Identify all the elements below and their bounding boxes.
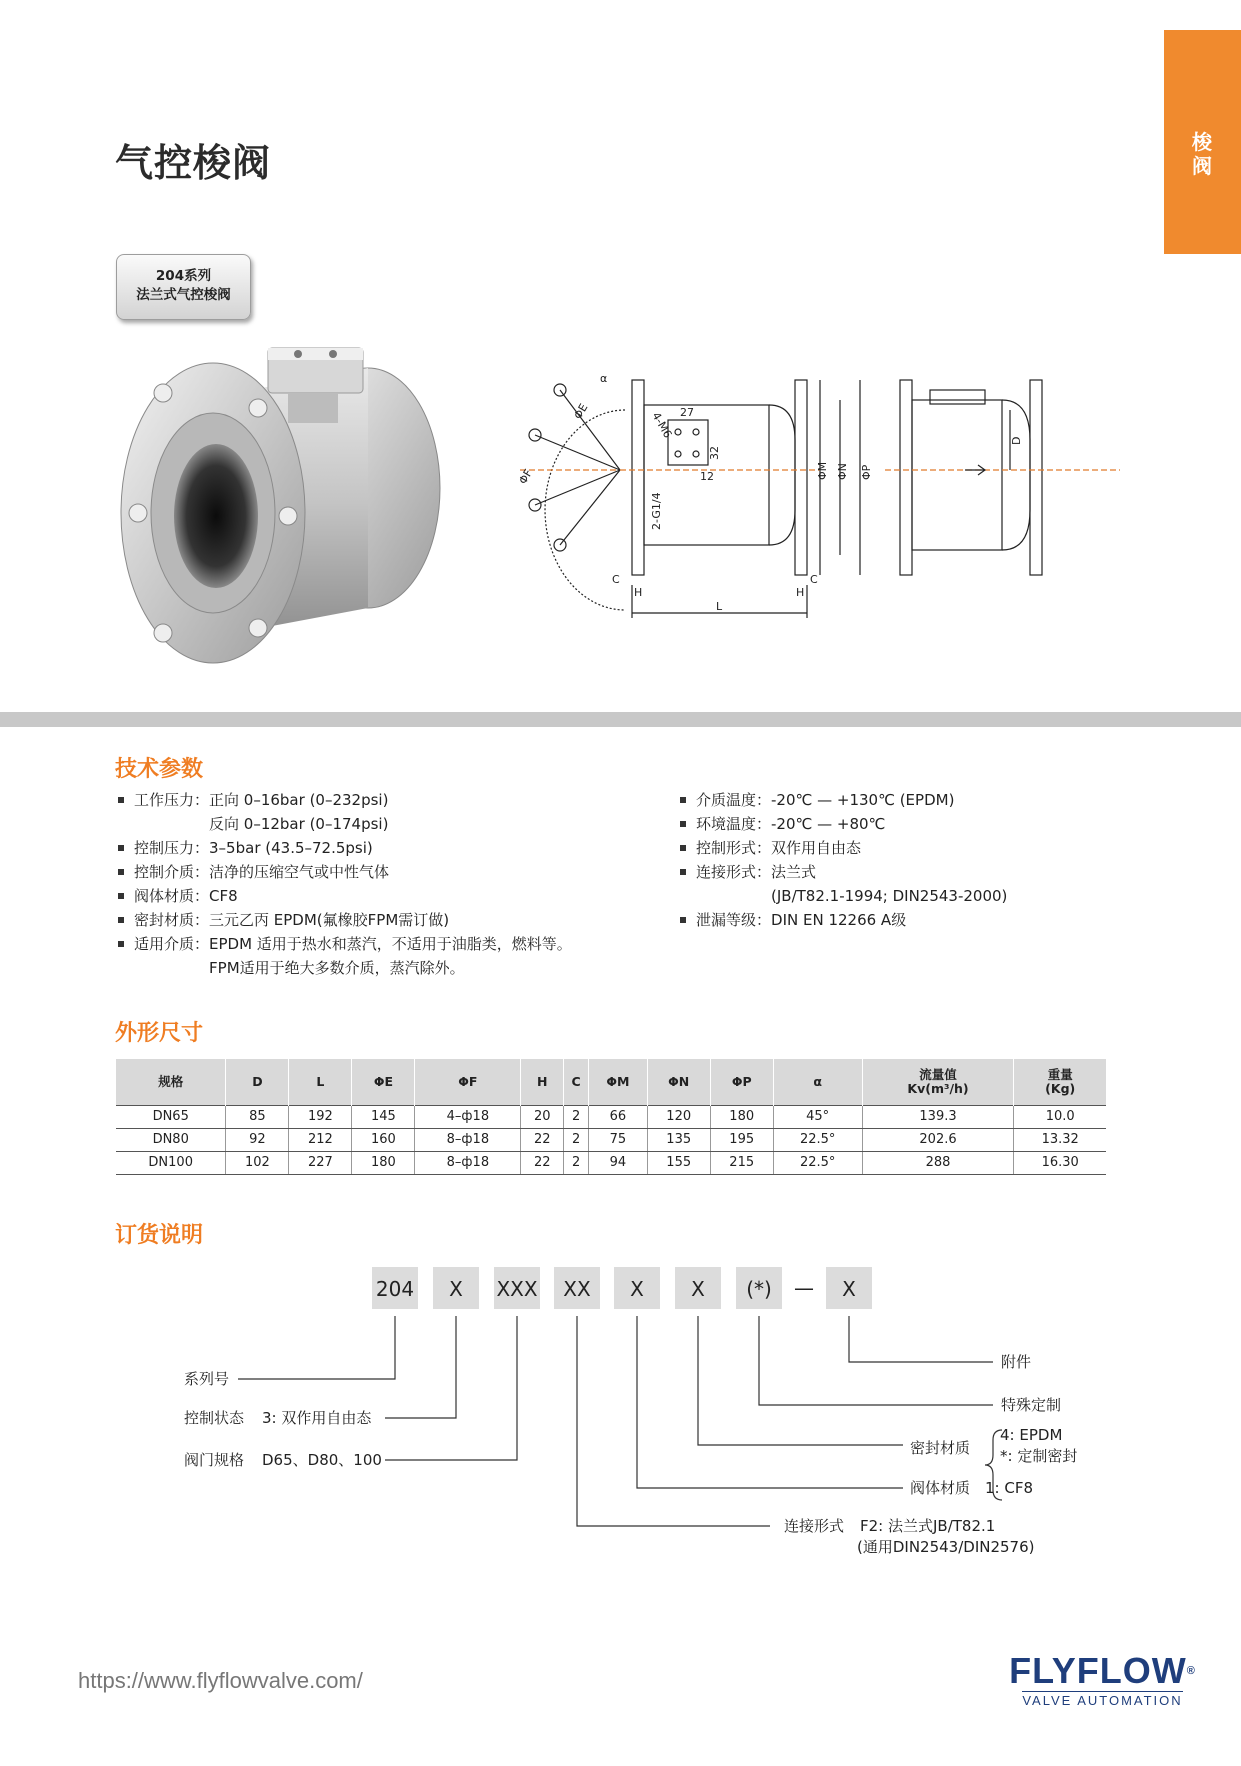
series-badge-line2: 法兰式气控梭阀 xyxy=(136,287,231,303)
cell: 66 xyxy=(589,1105,648,1128)
cell: 22.5° xyxy=(773,1128,862,1151)
dim-2g14: 2-G1/4 xyxy=(650,492,663,530)
cell: 4–ф18 xyxy=(415,1105,521,1128)
value-seal-custom: *: 定制密封 xyxy=(1000,1447,1078,1465)
col-header: ΦP xyxy=(710,1059,773,1105)
cell: 160 xyxy=(352,1128,415,1151)
cell: 22.5° xyxy=(773,1151,862,1174)
param-suitable-medium-fpm: FPM适用于绝大多数介质，蒸汽除外。 xyxy=(209,959,465,977)
cell: 13.32 xyxy=(1014,1128,1106,1151)
tech-params-left xyxy=(116,788,572,980)
label-connection: 连接形式 xyxy=(784,1517,845,1535)
col-header: 重量 (Kg) xyxy=(1014,1059,1106,1105)
cell: 8–ф18 xyxy=(415,1128,521,1151)
dim-phi-n: ΦN xyxy=(836,463,849,480)
cell: 212 xyxy=(289,1128,352,1151)
param-medium-temp: 介质温度：-20℃ — +130℃ (EPDM) xyxy=(678,788,1007,812)
cell: 180 xyxy=(352,1151,415,1174)
param-body-material: 阀体材质：CF8 xyxy=(116,884,572,908)
cell: 202.6 xyxy=(862,1128,1014,1151)
cell: 102 xyxy=(226,1151,289,1174)
label-body: 阀体材质 xyxy=(910,1479,971,1497)
cell: 227 xyxy=(289,1151,352,1174)
param-seal-material: 密封材质：三元乙丙 EPDM(氟橡胶FPM需订做) xyxy=(116,908,572,932)
code-control: X xyxy=(449,1277,463,1301)
cell: 195 xyxy=(710,1128,773,1151)
code-body: X xyxy=(630,1277,644,1301)
technical-drawing xyxy=(516,370,1140,640)
dimensions-header-row xyxy=(116,1059,1106,1105)
param-control-medium: 控制介质：洁净的压缩空气或中性气体 xyxy=(116,860,572,884)
cell: DN80 xyxy=(116,1128,226,1151)
cell: 22 xyxy=(521,1128,564,1151)
col-header: 流量值 Kv(m³/h) xyxy=(862,1059,1014,1105)
ordering-code-diagram xyxy=(0,1255,1241,1585)
cell: 20 xyxy=(521,1105,564,1128)
col-header: ΦF xyxy=(415,1059,521,1105)
param-ambient-temp: 环境温度：-20℃ — +80℃ xyxy=(678,812,1007,836)
dim-phi-m: ΦM xyxy=(816,461,829,480)
code-seal: X xyxy=(691,1277,705,1301)
label-control: 控制状态 xyxy=(184,1409,245,1427)
dimensions-title: 外形尺寸 xyxy=(115,1021,204,1046)
tech-params-title: 技术参数 xyxy=(115,757,204,782)
dim-c-right: C xyxy=(810,573,818,586)
cell: 16.30 xyxy=(1014,1151,1106,1174)
col-header: α xyxy=(773,1059,862,1105)
param-connection-standard: (JB/T82.1-1994; DIN2543-2000) xyxy=(771,887,1008,905)
cell: 180 xyxy=(710,1105,773,1128)
dim-l: L xyxy=(716,600,723,613)
code-dash: — xyxy=(794,1276,814,1300)
dim-h-left: H xyxy=(634,586,643,599)
col-header: ΦM xyxy=(589,1059,648,1105)
param-control-type: 控制形式：双作用自由态 xyxy=(678,836,1007,860)
col-header: ΦN xyxy=(647,1059,710,1105)
cell: 85 xyxy=(226,1105,289,1128)
page-title: 气控梭阀 xyxy=(115,141,272,185)
cell: 192 xyxy=(289,1105,352,1128)
col-header: H xyxy=(521,1059,564,1105)
cell: 139.3 xyxy=(862,1105,1014,1128)
cell: 22 xyxy=(521,1151,564,1174)
cell: 120 xyxy=(647,1105,710,1128)
series-badge-line1: 204系列 xyxy=(155,268,212,284)
table-row xyxy=(116,1128,1106,1151)
series-badge xyxy=(116,254,251,320)
ordering-title: 订货说明 xyxy=(115,1223,204,1248)
cell: 155 xyxy=(647,1151,710,1174)
registered-mark: ® xyxy=(1186,1665,1196,1677)
label-accessory: 附件 xyxy=(1001,1353,1032,1371)
label-special: 特殊定制 xyxy=(1001,1396,1062,1414)
col-header: C xyxy=(564,1059,589,1105)
label-series: 系列号 xyxy=(184,1370,230,1388)
dim-4m6: 4-M6 xyxy=(649,410,675,441)
website-url: https://www.flyflowvalve.com/ xyxy=(78,1668,363,1693)
code-accessory: X xyxy=(842,1277,856,1301)
cell: DN65 xyxy=(116,1105,226,1128)
value-seal-epdm: 4: EPDM xyxy=(1000,1426,1063,1444)
cell: 92 xyxy=(226,1128,289,1151)
dim-phi-f: ΦF xyxy=(516,467,536,487)
table-row xyxy=(116,1151,1106,1174)
tech-params-right xyxy=(678,788,1007,932)
brand-name: FLYFLOW® xyxy=(1009,1650,1196,1691)
param-control-pressure: 控制压力：3–5bar (43.5–72.5psi) xyxy=(116,836,572,860)
table-row xyxy=(116,1105,1106,1128)
dim-alpha: α xyxy=(600,372,608,385)
dim-h-right: H xyxy=(796,586,805,599)
cell: 10.0 xyxy=(1014,1105,1106,1128)
value-size: D65、D80、100 xyxy=(262,1451,382,1469)
valve-product-image xyxy=(118,338,488,688)
cell: 145 xyxy=(352,1105,415,1128)
cell: 8–ф18 xyxy=(415,1151,521,1174)
brand-tagline: VALVE AUTOMATION xyxy=(1022,1693,1183,1708)
param-suitable-medium: 适用介质：EPDM 适用于热水和蒸汽，不适用于油脂类，燃料等。 xyxy=(116,932,572,956)
param-leakage-class: 泄漏等级：DIN EN 12266 A级 xyxy=(678,908,1007,932)
dim-12: 12 xyxy=(700,470,714,483)
col-header: ΦE xyxy=(352,1059,415,1105)
dim-c-left: C xyxy=(612,573,620,586)
code-connection: XX xyxy=(563,1277,591,1301)
dimensions-table xyxy=(116,1059,1106,1175)
cell: 75 xyxy=(589,1128,648,1151)
cell: 94 xyxy=(589,1151,648,1174)
cell: 45° xyxy=(773,1105,862,1128)
cell: DN100 xyxy=(116,1151,226,1174)
cell: 2 xyxy=(564,1128,589,1151)
cell: 2 xyxy=(564,1151,589,1174)
label-seal: 密封材质 xyxy=(910,1439,971,1457)
brand-logo xyxy=(995,1652,1210,1709)
col-header: 规格 xyxy=(116,1059,226,1105)
dim-32: 32 xyxy=(708,446,721,460)
dim-d: D xyxy=(1010,436,1023,445)
col-header: D xyxy=(226,1059,289,1105)
col-header: L xyxy=(289,1059,352,1105)
label-size: 阀门规格 xyxy=(184,1451,245,1469)
param-working-pressure-reverse: 反向 0–12bar (0–174psi) xyxy=(209,815,389,833)
param-working-pressure: 工作压力：正向 0–16bar (0–232psi) xyxy=(116,788,572,812)
cell: 2 xyxy=(564,1105,589,1128)
dim-phi-e: ΦE xyxy=(571,401,591,422)
code-size: XXX xyxy=(496,1277,538,1301)
value-connection-note: (通用DIN2543/DIN2576) xyxy=(857,1538,1035,1556)
value-connection: F2: 法兰式JB/T82.1 xyxy=(860,1517,996,1535)
value-control: 3: 双作用自由态 xyxy=(262,1409,372,1427)
dim-phi-p: ΦP xyxy=(860,464,873,480)
cell: 288 xyxy=(862,1151,1014,1174)
dim-27: 27 xyxy=(680,406,694,419)
cell: 135 xyxy=(647,1128,710,1151)
code-special: (*) xyxy=(746,1277,772,1301)
code-series: 204 xyxy=(375,1277,415,1301)
value-body: 1: CF8 xyxy=(985,1479,1034,1497)
section-divider xyxy=(0,712,1241,727)
cell: 215 xyxy=(710,1151,773,1174)
side-tab-label: 梭阀 xyxy=(1192,130,1212,178)
side-category-tab xyxy=(1164,30,1241,254)
param-connection-type: 连接形式：法兰式 xyxy=(678,860,1007,884)
